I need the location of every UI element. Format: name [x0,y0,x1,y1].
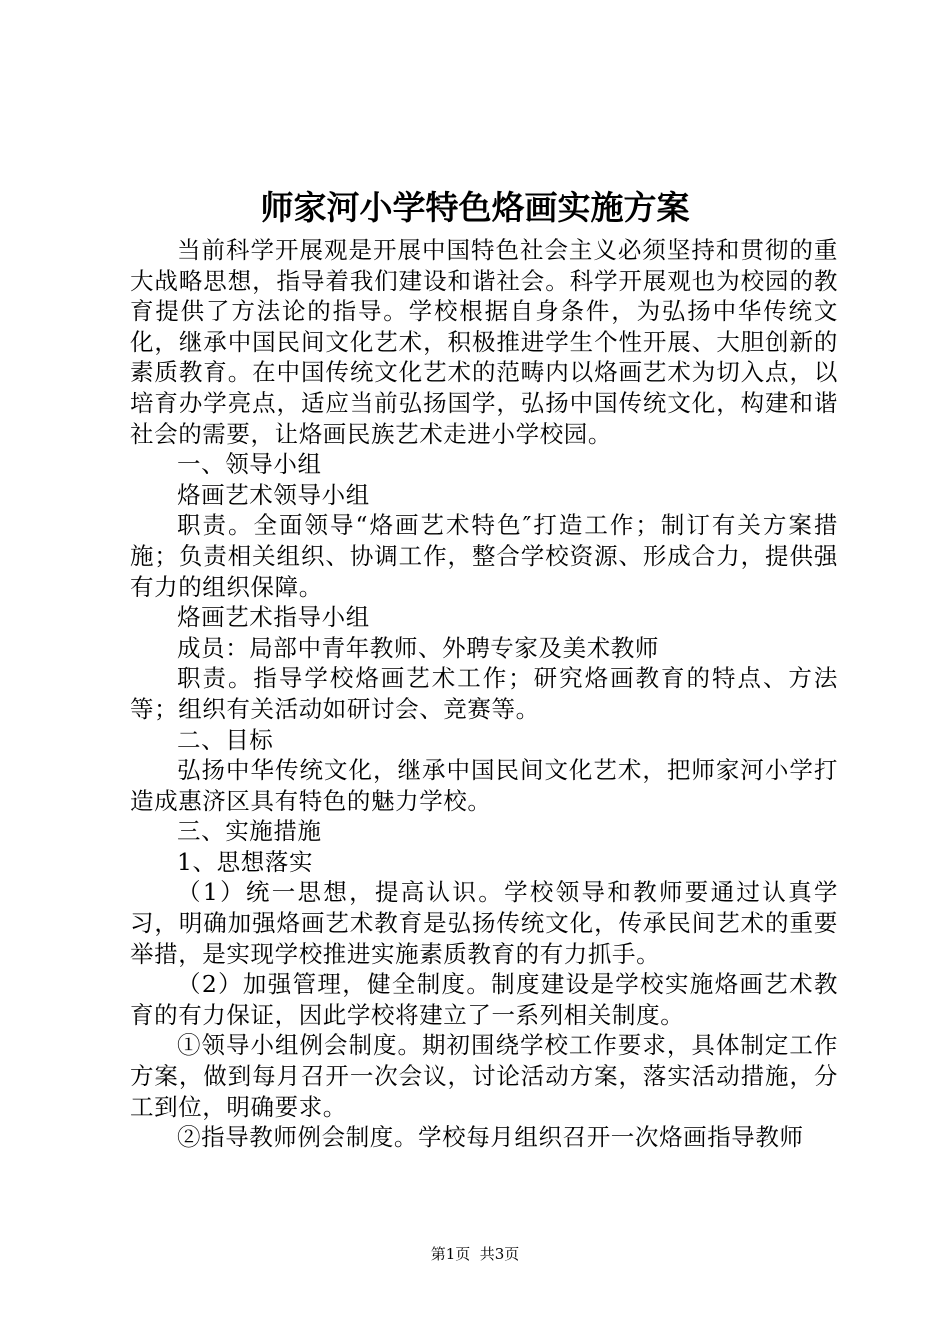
subheading-guidance-team: 烙画艺术指导小组 [177,603,370,632]
page-footer [0,1244,950,1264]
document-title: 师家河小学特色烙画实施方案 [260,188,690,227]
paragraph-guidance-members: 成员：局部中青年教师、外聘专家及美术教师 [177,633,659,662]
paragraph-rule-1: ①领导小组例会制度。期初围绕学校工作要求，具体制定工作方案，做到每月召开一次会议，讨论活动方案，落实活动措施，分工到位，明确要求。 [130,1031,838,1121]
subheading-thought-implementation: 1、思想落实 [177,847,314,876]
subheading-leadership-team: 烙画艺术领导小组 [177,480,370,509]
paragraph-leadership-duties: 职责。全面领导“烙画艺术特色″打造工作；制订有关方案措施；负责相关组织、协调工作，整合学校资源、形成合力，提供强有力的组织保障。 [130,511,838,601]
page-number: 第1页 共3页 [430,1245,520,1263]
document-body [130,235,838,1153]
heading-goals: 二、目标 [177,725,274,754]
heading-leadership-group: 一、领导小组 [177,450,322,479]
paragraph-rule-2: ②指导教师例会制度。学校每月组织召开一次烙画指导教师 [177,1123,804,1152]
paragraph-measure-2: （2）加强管理，健全制度。制度建设是学校实施烙画艺术教育的有力保证，因此学校将建立了一系列相关制度。 [130,970,838,1029]
heading-measures: 三、实施措施 [177,817,322,846]
paragraph-measure-1: （1）统一思想，提高认识。学校领导和教师要通过认真学习，明确加强烙画艺术教育是弘扬传统文化，传承民间艺术的重要举措，是实现学校推进实施素质教育的有力抓手。 [130,878,838,968]
paragraph-intro: 当前科学开展观是开展中国特色社会主义必须坚持和贯彻的重大战略思想，指导着我们建设和谐社会。科学开展观也为校园的教育提供了方法论的指导。学校根据自身条件，为弘扬中华传统文化，继承中国民间文化艺术，积极推进学生个性开展、大胆创新的素质教育。在中国传统文化艺术的范畴内以烙画艺术为切入点，以培育办学亮点，适应当前弘扬国学，弘扬中国传统文化，构建和谐社会的需要，让烙画民族艺术走进小学校园。 [130,236,838,448]
paragraph-guidance-duties: 职责。指导学校烙画艺术工作；研究烙画教育的特点、方法等；组织有关活动如研讨会、竞赛等。 [130,664,838,723]
paragraph-goals: 弘扬中华传统文化，继承中国民间文化艺术，把师家河小学打造成惠济区具有特色的魅力学校。 [130,756,838,815]
